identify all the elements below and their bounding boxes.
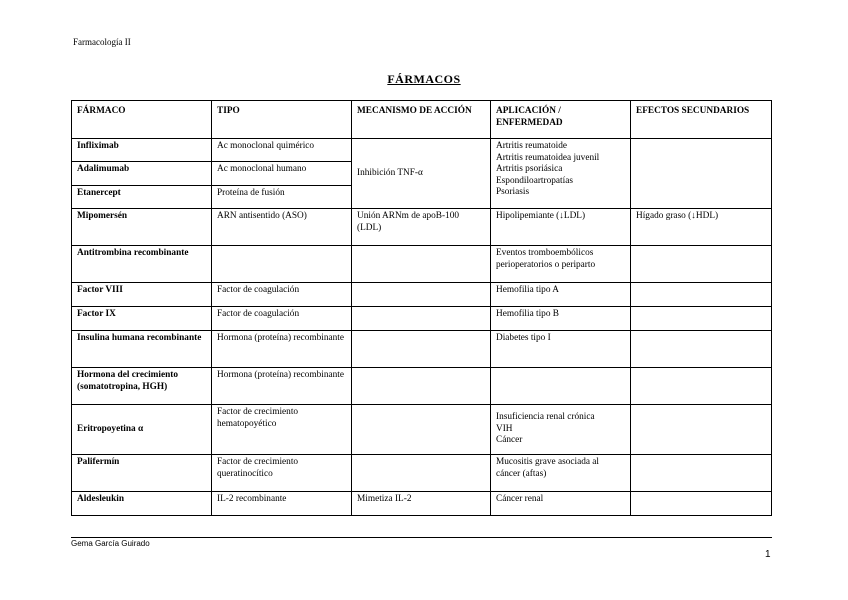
side-effects-cell: Hígado graso (↓HDL) — [631, 209, 772, 246]
running-header: Farmacología II — [73, 37, 131, 47]
drug-name: Etanercept — [72, 186, 212, 209]
drug-name: Antitrombina recombinante — [72, 246, 212, 283]
drug-type: Factor de crecimiento queratinocítico — [212, 455, 352, 492]
mechanism-cell — [352, 283, 491, 307]
drug-type: Factor de crecimiento hematopoyético — [212, 405, 352, 455]
mechanism-cell — [352, 455, 491, 492]
mechanism-cell — [352, 246, 491, 283]
application-cell: Cáncer renal — [491, 492, 631, 516]
footer-author: Gema García Guirado — [71, 539, 150, 548]
table-header-row — [72, 101, 772, 139]
drug-type: IL-2 recombinante — [212, 492, 352, 516]
drug-name: Infliximab — [72, 139, 212, 162]
column-header: MECANISMO DE ACCIÓN — [352, 101, 491, 139]
mechanism-cell — [352, 307, 491, 331]
application-cell: Eventos tromboembólicos perioperatorios o periparto — [491, 246, 631, 283]
table-row — [72, 283, 772, 307]
drug-type: Factor de coagulación — [212, 283, 352, 307]
drug-name: Eritropoyetina α — [72, 405, 212, 455]
side-effects-cell — [631, 246, 772, 283]
application-cell: Diabetes tipo I — [491, 331, 631, 368]
drug-type: ARN antisentido (ASO) — [212, 209, 352, 246]
side-effects-cell — [631, 139, 772, 209]
mechanism-cell — [352, 368, 491, 405]
side-effects-cell — [631, 492, 772, 516]
drug-name: Factor IX — [72, 307, 212, 331]
drug-name: Insulina humana recombinante — [72, 331, 212, 368]
drug-name: Hormona del crecimiento (somatotropina, HGH) — [72, 368, 212, 405]
table-row — [72, 492, 772, 516]
side-effects-cell — [631, 283, 772, 307]
table-row — [72, 368, 772, 405]
application-cell — [491, 368, 631, 405]
drug-type: Hormona (proteína) recombinante — [212, 331, 352, 368]
drug-name: Factor VIII — [72, 283, 212, 307]
drug-name: Palifermín — [72, 455, 212, 492]
application-cell: Artritis reumatoide Artritis reumatoidea juvenil Artritis psoriásica Espondiloartropatías Psoriasis — [491, 139, 631, 209]
application-cell: Hemofilia tipo B — [491, 307, 631, 331]
application-cell: Mucositis grave asociada al cáncer (aftas) — [491, 455, 631, 492]
column-header: FÁRMACO — [72, 101, 212, 139]
column-header: TIPO — [212, 101, 352, 139]
table-row — [72, 331, 772, 368]
document-title: FÁRMACOS — [387, 72, 461, 86]
side-effects-cell — [631, 331, 772, 368]
table-row — [72, 405, 772, 455]
drug-type — [212, 246, 352, 283]
drug-type: Factor de coagulación — [212, 307, 352, 331]
mechanism-cell — [352, 405, 491, 455]
table-row — [72, 246, 772, 283]
page-number: 1 — [765, 549, 771, 560]
drug-name: Mipomersén — [72, 209, 212, 246]
drugs-table — [71, 100, 772, 516]
application-cell: Insuficiencia renal crónica VIH Cáncer — [491, 405, 631, 455]
mechanism-cell — [352, 331, 491, 368]
side-effects-cell — [631, 307, 772, 331]
table-row — [72, 307, 772, 331]
side-effects-cell — [631, 405, 772, 455]
table-row — [72, 209, 772, 246]
application-cell: Hemofilia tipo A — [491, 283, 631, 307]
application-cell: Hipolipemiante (↓LDL) — [491, 209, 631, 246]
drug-type: Hormona (proteína) recombinante — [212, 368, 352, 405]
mechanism-cell: Mimetiza IL-2 — [352, 492, 491, 516]
table-row — [72, 139, 772, 162]
table-row — [72, 455, 772, 492]
column-header: EFECTOS SECUNDARIOS — [631, 101, 772, 139]
footer-divider — [71, 537, 772, 538]
drug-name: Aldesleukin — [72, 492, 212, 516]
drug-type: Proteína de fusión — [212, 186, 352, 209]
column-header: APLICACIÓN / ENFERMEDAD — [491, 101, 631, 139]
mechanism-cell: Unión ARNm de apoB-100 (LDL) — [352, 209, 491, 246]
mechanism-cell: Inhibición TNF-α — [352, 139, 491, 209]
drug-name: Adalimumab — [72, 162, 212, 186]
drug-type: Ac monoclonal humano — [212, 162, 352, 186]
side-effects-cell — [631, 368, 772, 405]
side-effects-cell — [631, 455, 772, 492]
drug-type: Ac monoclonal quimérico — [212, 139, 352, 162]
